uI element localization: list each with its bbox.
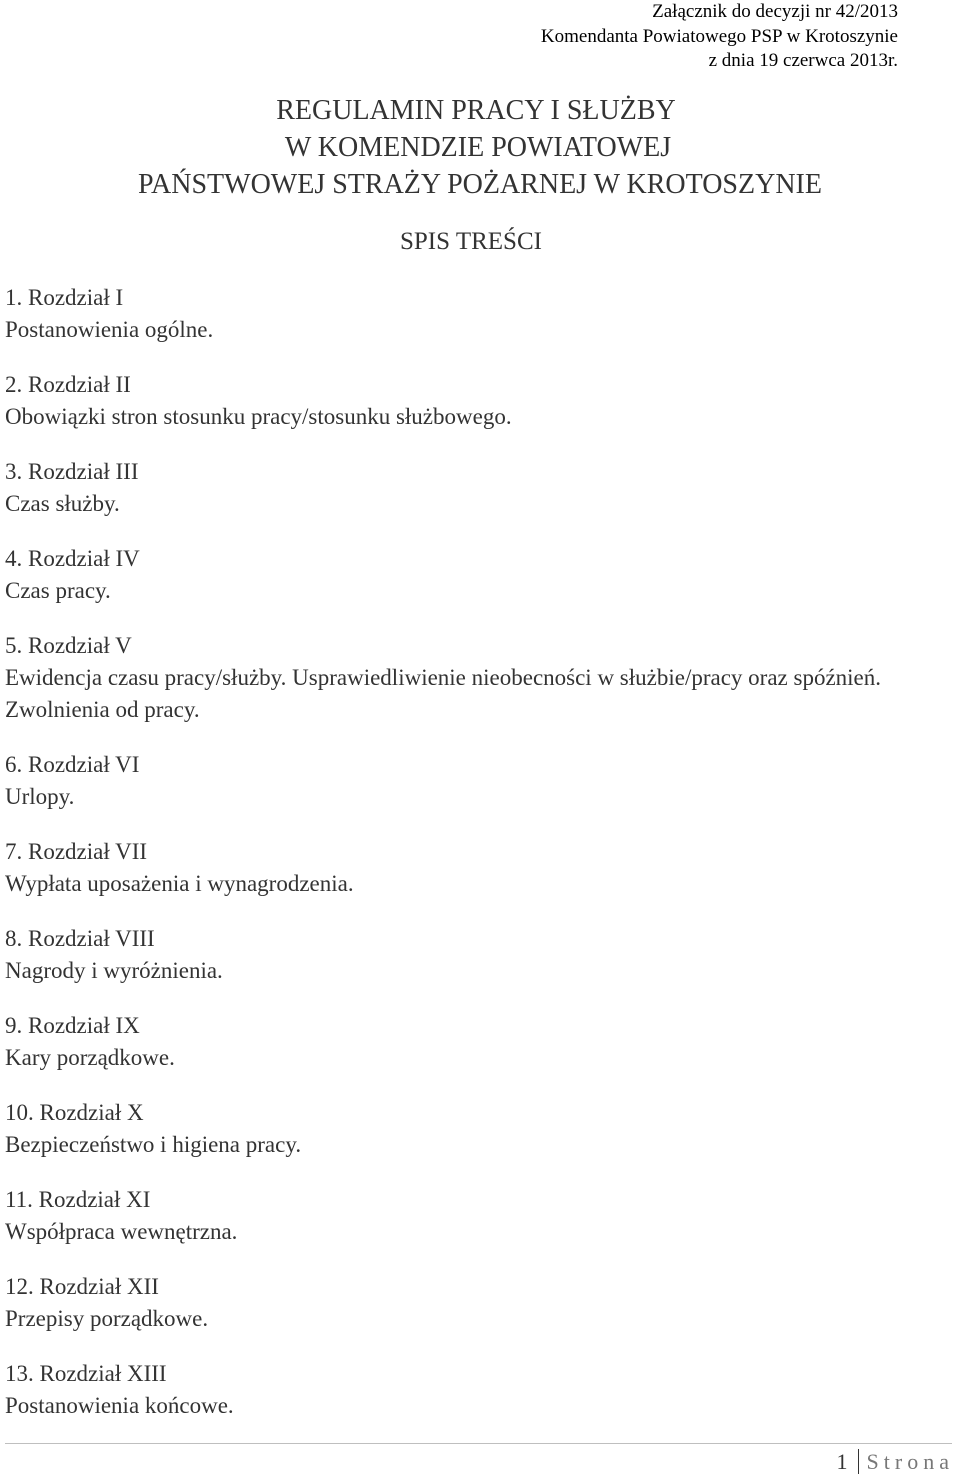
toc-item-desc: Bezpieczeństwo i higiena pracy. [5, 1132, 302, 1157]
document-title [0, 92, 960, 203]
toc-item [5, 369, 955, 433]
toc-item [5, 282, 955, 346]
toc-item-desc: Kary porządkowe. [5, 1045, 175, 1070]
toc-item-label: 4. Rozdział IV [5, 546, 140, 571]
toc-item [5, 923, 955, 987]
toc-item-desc: Nagrody i wyróżnienia. [5, 958, 223, 983]
title-line-3: PAŃSTWOWEJ STRAŻY POŻARNEJ W KROTOSZYNIE [138, 169, 822, 200]
toc-item-label: 7. Rozdział VII [5, 839, 148, 864]
toc-item-desc: Postanowienia ogólne. [5, 317, 214, 342]
annex-line-2: Komendanta Powiatowego PSP w Krotoszynie [540, 25, 898, 47]
toc-item-desc: Czas pracy. [5, 578, 111, 603]
toc-item-label: 5. Rozdział V [5, 633, 132, 658]
toc-item-label: 10. Rozdział X [5, 1100, 144, 1125]
page-number: 1 [837, 1449, 859, 1474]
toc-item [5, 1097, 955, 1161]
title-line-1: REGULAMIN PRACY I SŁUŻBY [276, 95, 676, 126]
toc-item [5, 836, 955, 900]
toc-item-label: 11. Rozdział XI [5, 1187, 151, 1212]
toc-item-label: 3. Rozdział III [5, 459, 139, 484]
toc-item [5, 1010, 955, 1074]
toc-item-desc: Ewidencja czasu pracy/służby. Usprawiedliwienie nieobecności w służbie/pracy oraz spóźnień. Zwolnienia od pracy. [5, 665, 882, 722]
toc-item [5, 1271, 955, 1335]
annex-header [541, 0, 898, 74]
toc-item-desc: Wypłata uposażenia i wynagrodzenia. [5, 871, 354, 896]
toc-item-label: 9. Rozdział IX [5, 1013, 140, 1038]
toc-item-label: 6. Rozdział VI [5, 752, 140, 777]
toc-item-desc: Urlopy. [5, 784, 75, 809]
toc-item [5, 456, 955, 520]
toc-item [5, 1184, 955, 1248]
toc-heading: SPIS TREŚCI [400, 228, 542, 255]
toc-item-label: 2. Rozdział II [5, 372, 131, 397]
toc-item [5, 630, 955, 726]
toc-item [5, 1358, 955, 1422]
toc-item-desc: Czas służby. [5, 491, 120, 516]
annex-line-3: z dnia 19 czerwca 2013r. [708, 50, 898, 71]
toc-item [5, 543, 955, 607]
page-footer [837, 1447, 954, 1477]
toc-item-desc: Obowiązki stron stosunku pracy/stosunku służbowego. [5, 404, 512, 429]
toc-item-label: 8. Rozdział VIII [5, 926, 155, 951]
page-label: Strona [866, 1449, 954, 1474]
table-of-contents [5, 282, 955, 1445]
toc-item-label: 1. Rozdział I [5, 285, 124, 310]
annex-line-1: Załącznik do decyzji nr 42/2013 [652, 1, 898, 22]
toc-item-label: 13. Rozdział XIII [5, 1361, 167, 1386]
toc-item-desc: Postanowienia końcowe. [5, 1393, 234, 1418]
toc-item-label: 12. Rozdział XII [5, 1274, 159, 1299]
toc-item-desc: Współpraca wewnętrzna. [5, 1219, 238, 1244]
title-line-2: W KOMENDZIE POWIATOWEJ [284, 132, 672, 163]
toc-item [5, 749, 955, 813]
footer-divider [5, 1443, 952, 1444]
toc-item-desc: Przepisy porządkowe. [5, 1306, 209, 1331]
